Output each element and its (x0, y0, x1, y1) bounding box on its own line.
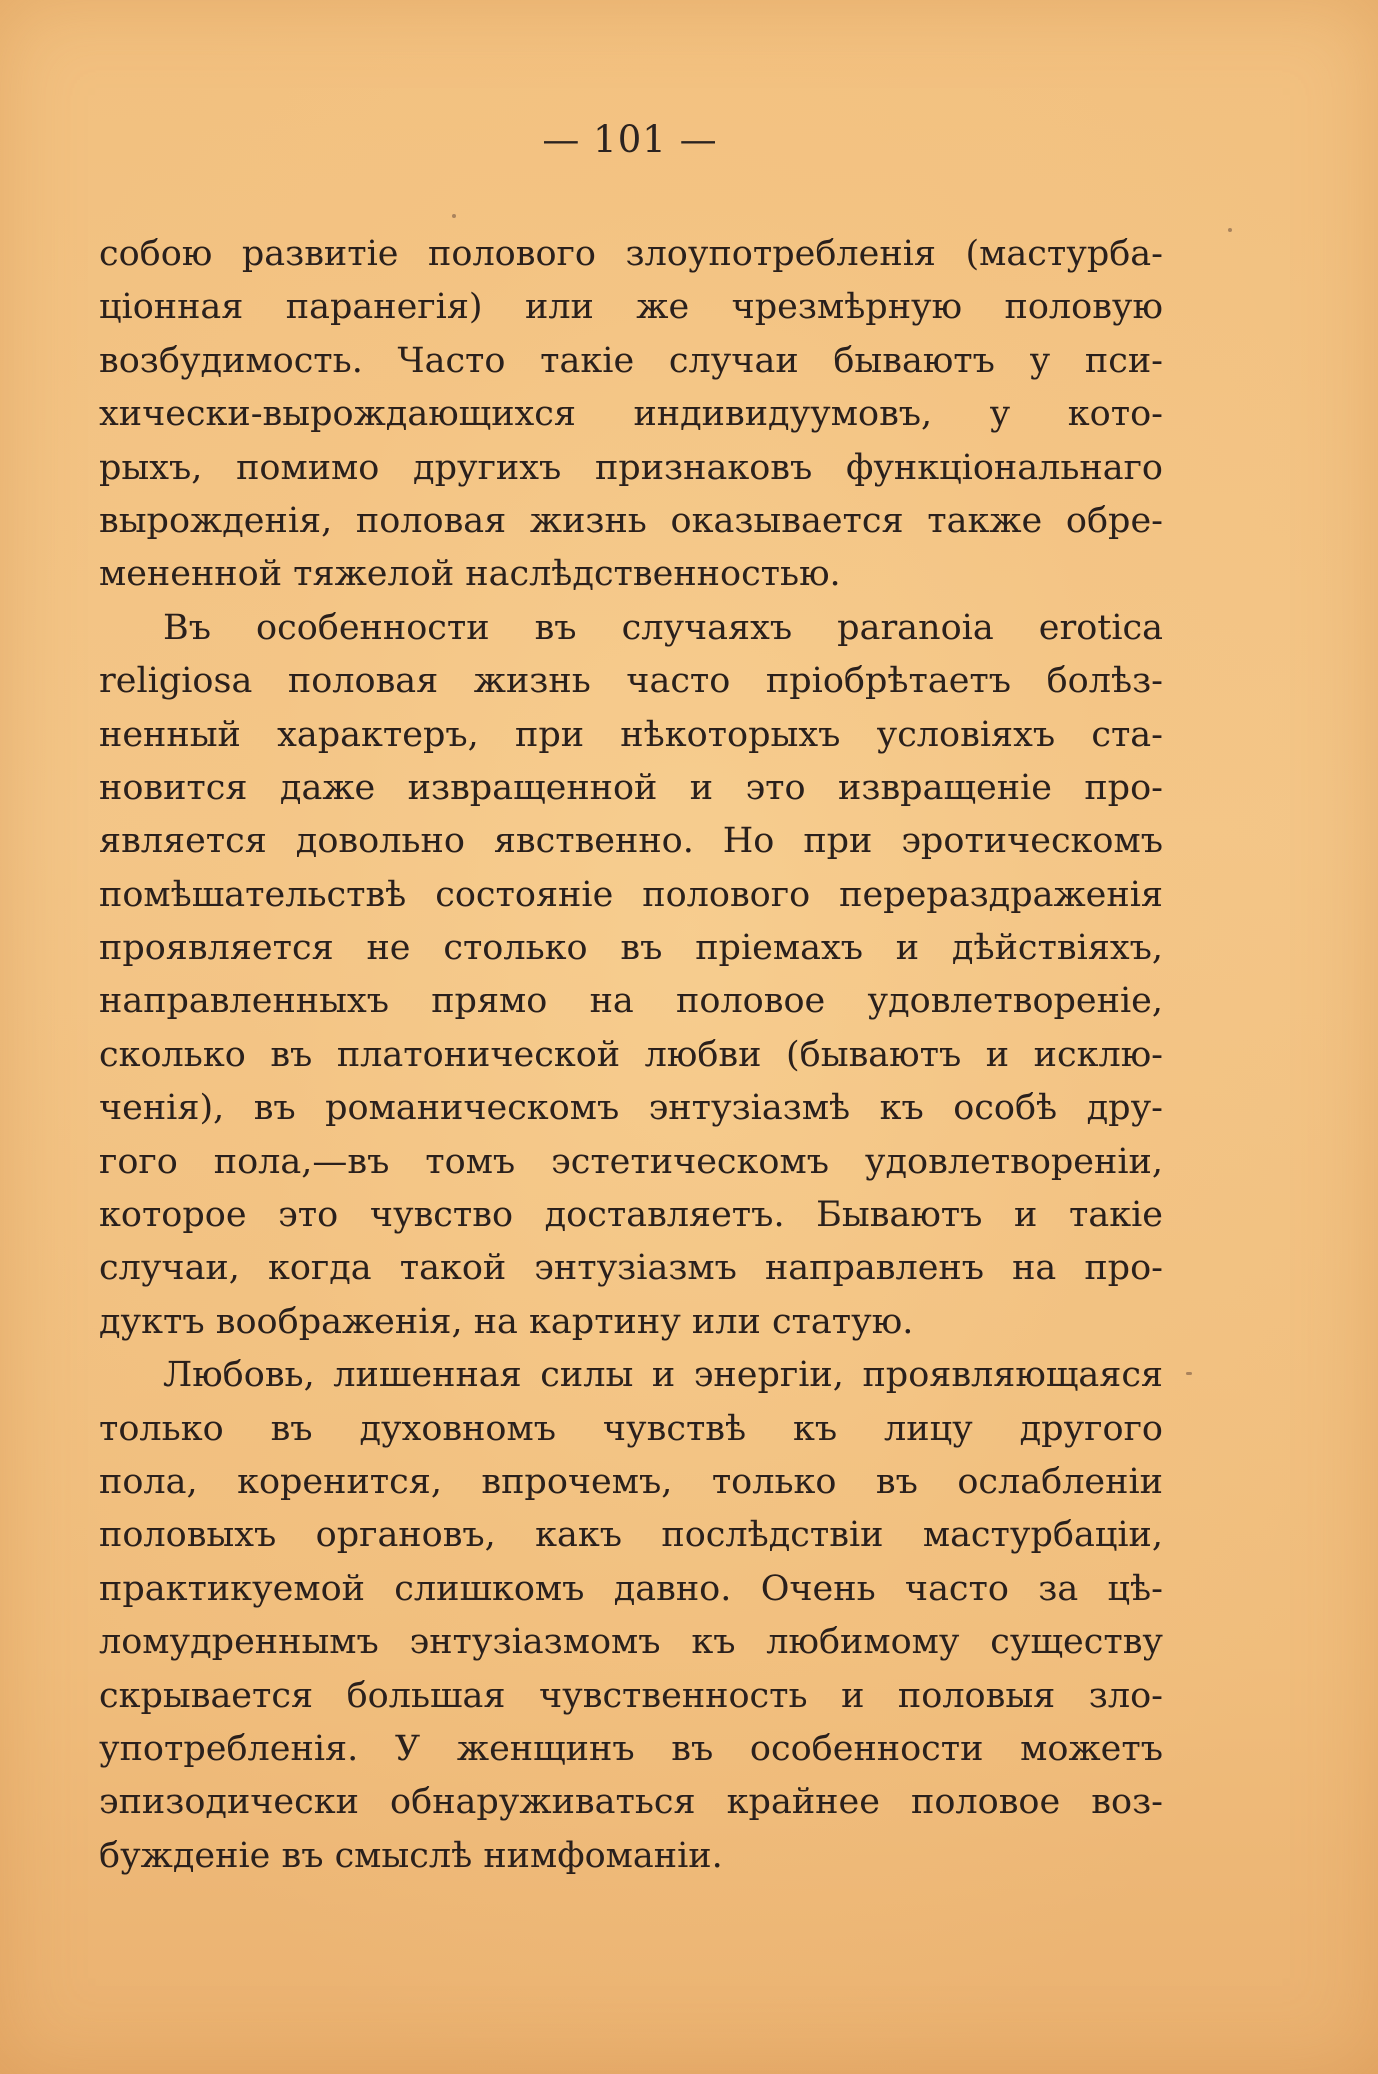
text-line: скрывается большая чувственность и половыя зло- (99, 1675, 1163, 1716)
text-line: употребленія. У женщинъ въ особенности можетъ (99, 1728, 1163, 1769)
text-line: religiosa половая жизнь часто пріобрѣтаетъ болѣз- (99, 661, 1163, 702)
text-line: дуктъ воображенія, на картину или статую. (99, 1301, 914, 1342)
body-text (99, 228, 1163, 1883)
text-line: мененной тяжелой наслѣдственностью. (99, 554, 841, 595)
text-line: направленныхъ прямо на половое удовлетвореніе, (99, 981, 1163, 1022)
text-line: вырожденія, половая жизнь оказывается также обре- (99, 500, 1163, 541)
text-line: практикуемой слишкомъ давно. Очень часто за цѣ- (99, 1568, 1163, 1609)
text-line: бужденіе въ смыслѣ нимфоманіи. (99, 1835, 723, 1876)
text-line: является довольно явственно. Но при эротическомъ (99, 821, 1163, 862)
text-line: ченія), въ романическомъ энтузіазмѣ къ особѣ дру- (99, 1088, 1163, 1129)
text-line: хически-вырождающихся индивидуумовъ, у кото- (99, 394, 1163, 435)
text-line: половыхъ органовъ, какъ послѣдствіи мастурбаціи, (99, 1515, 1163, 1556)
text-line: собою развитіе полового злоупотребленія (мастурба- (99, 234, 1163, 274)
paper-speck (452, 214, 456, 218)
text-line: возбудимость. Часто такіе случаи бываютъ у пси- (99, 340, 1163, 381)
text-line: ломудреннымъ энтузіазмомъ къ любимому существу (99, 1622, 1163, 1663)
paragraph-start-line: Въ особенности въ случаяхъ paranoia erotica (163, 607, 1163, 648)
text-line: ненный характеръ, при нѣкоторыхъ условіяхъ ста- (99, 714, 1163, 755)
text-line: случаи, когда такой энтузіазмъ направленъ на про- (99, 1248, 1163, 1289)
paper-speck (1186, 1372, 1192, 1375)
text-line: пола, коренится, впрочемъ, только въ ослабленіи (99, 1461, 1163, 1502)
text-line: рыхъ, помимо другихъ признаковъ функціональнаго (99, 447, 1163, 488)
paragraph-start-line: Любовь, лишенная силы и энергіи, проявляющаяся (163, 1355, 1163, 1396)
text-line: только въ духовномъ чувствѣ къ лицу другого (99, 1408, 1163, 1449)
text-line: которое это чувство доставляетъ. Бываютъ и такіе (99, 1195, 1163, 1236)
paper-speck (1228, 228, 1232, 232)
text-line: проявляется не столько въ пріемахъ и дѣйствіяхъ, (99, 928, 1163, 969)
text-line: ціонная паранегія) или же чрезмѣрную половую (99, 287, 1163, 328)
text-line: помѣшательствѣ состояніе полового перераздраженія (99, 874, 1163, 915)
text-line: эпизодически обнаруживаться крайнее половое воз- (99, 1782, 1163, 1823)
page-number: — 101 — (542, 118, 718, 161)
text-line: гого пола,—въ томъ эстетическомъ удовлетвореніи, (99, 1141, 1163, 1182)
text-line: новится даже извращенной и это извращеніе про- (99, 767, 1163, 808)
text-line: сколько въ платонической любви (бываютъ и исклю- (99, 1034, 1163, 1075)
